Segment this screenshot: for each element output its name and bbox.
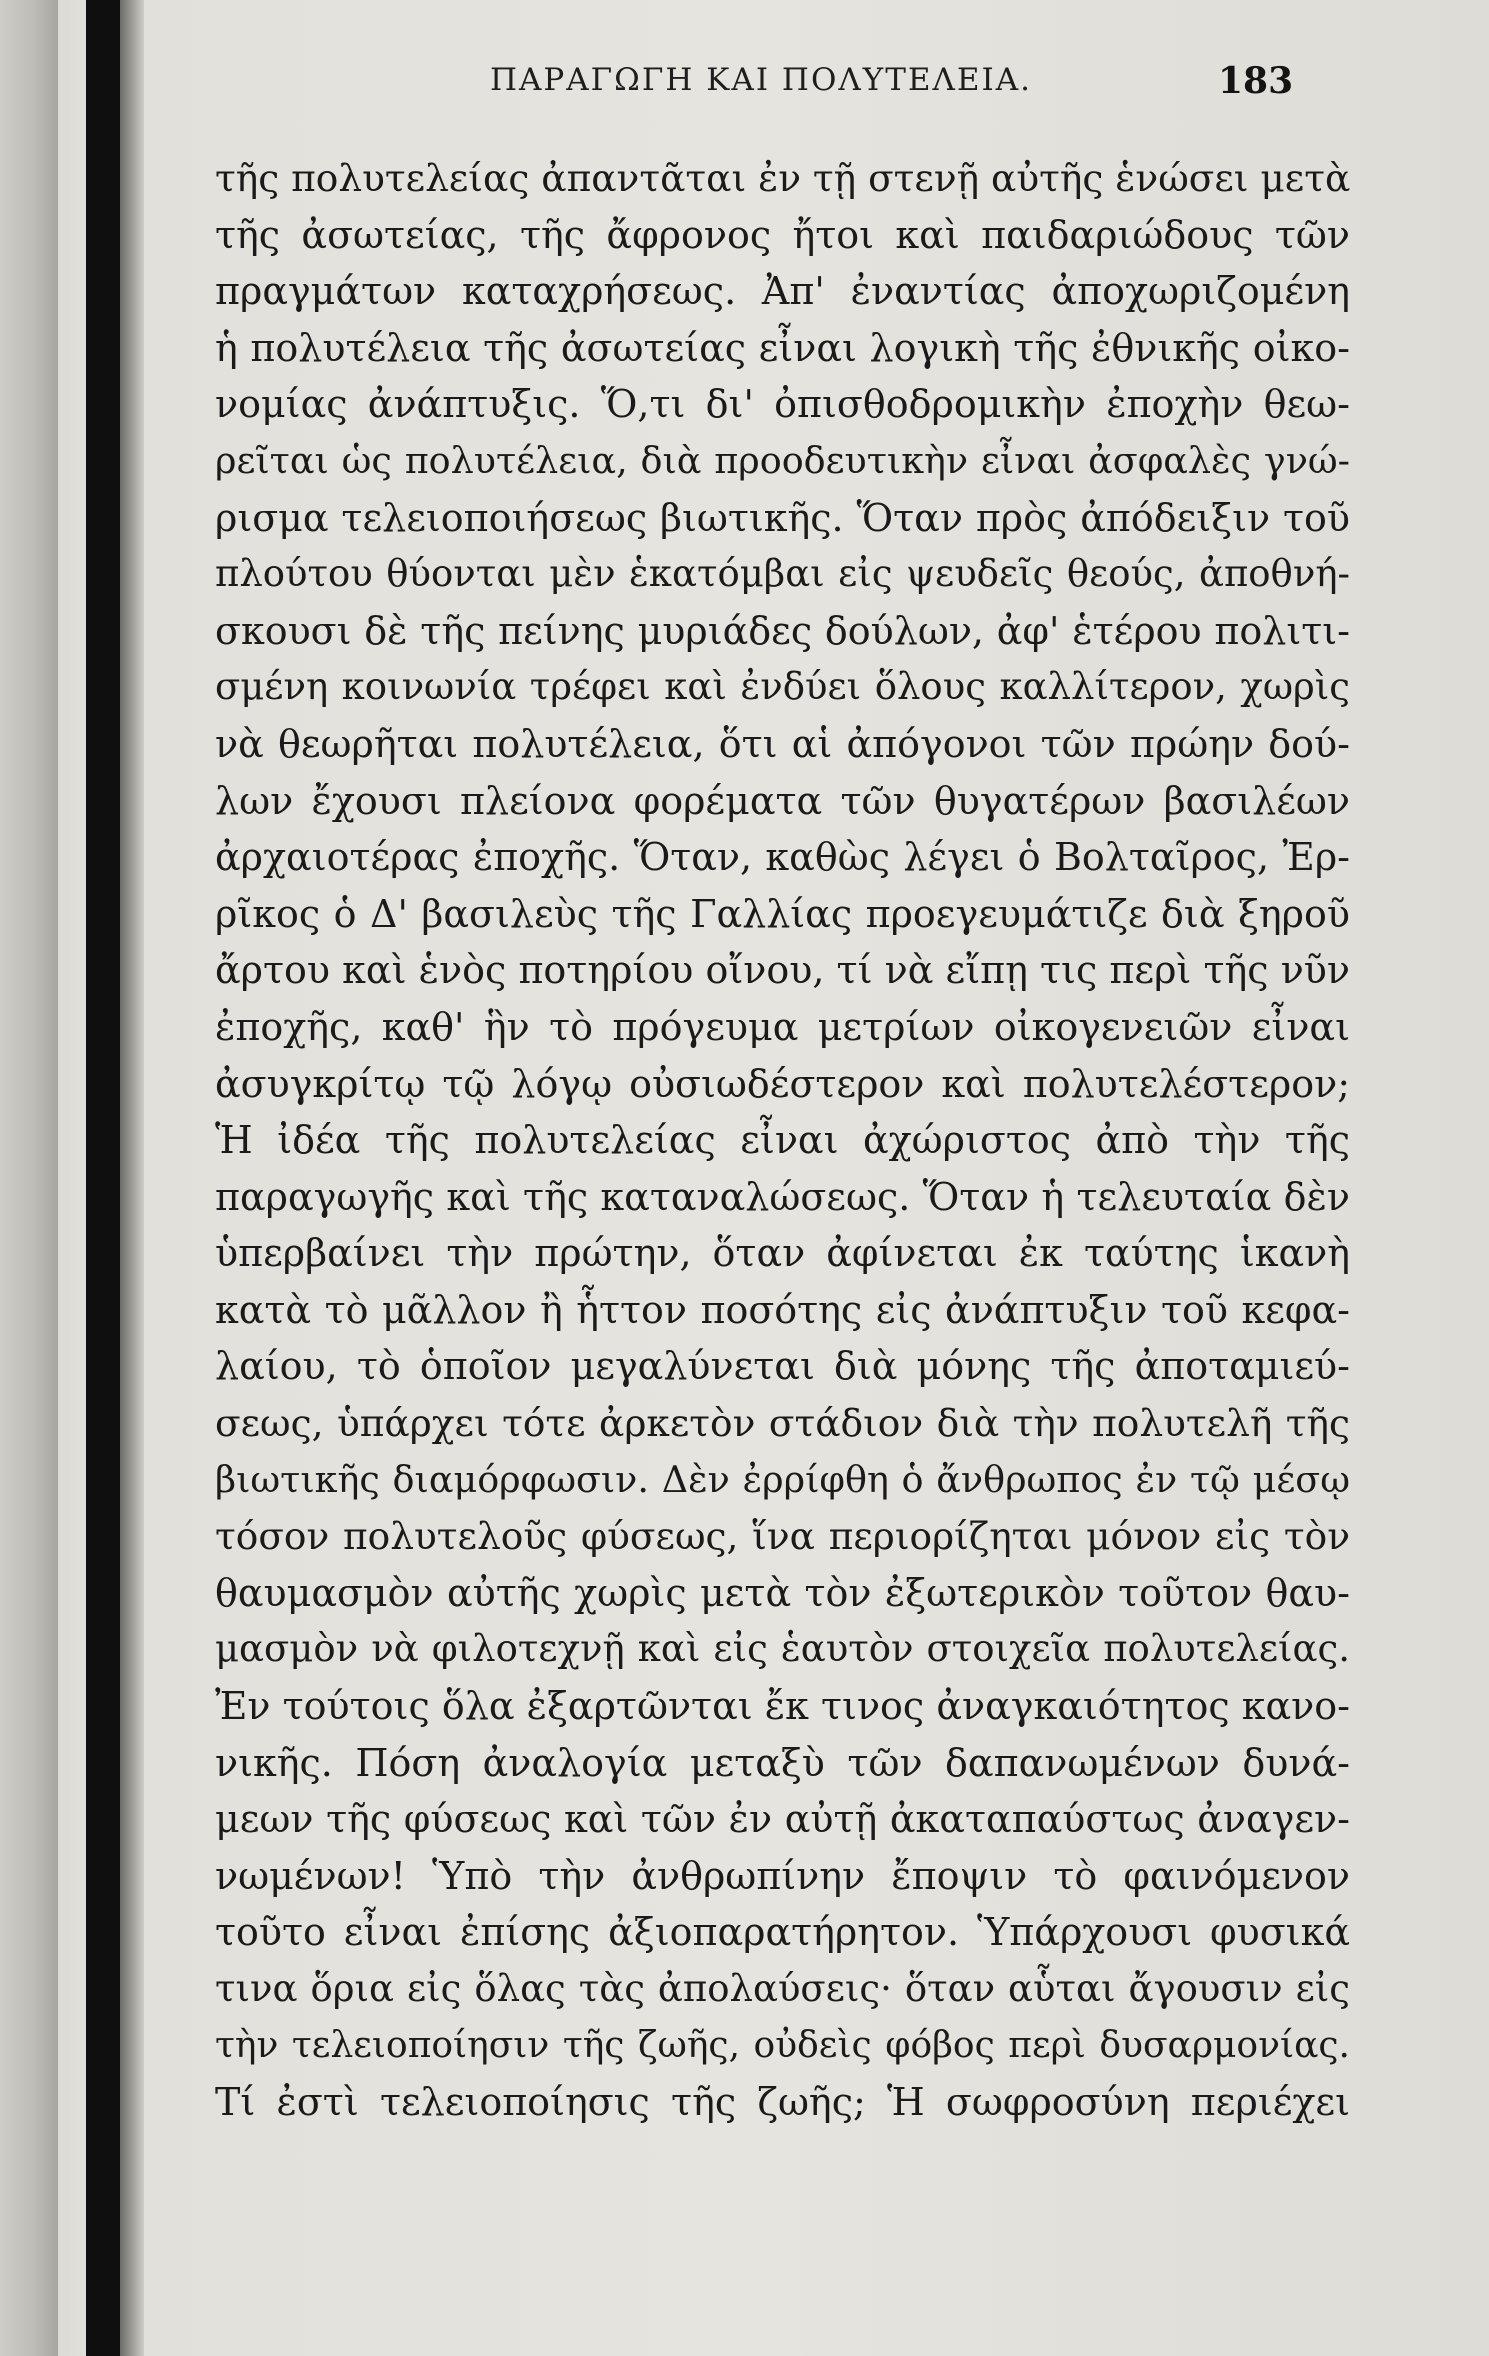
book-spine-shadow: [86, 0, 120, 2356]
text-line: παραγωγῆς καὶ τῆς καταναλώσεως. Ὅταν ἡ τελευταία δὲν: [215, 1174, 1350, 1219]
page-fold-shadow: [120, 0, 144, 2356]
text-line: Ἐν τούτοις ὅλα ἐξαρτῶνται ἔκ τινος ἀναγκαιότητος κανο-: [215, 1684, 1350, 1729]
text-line: βιωτικῆς διαμόρφωσιν. Δὲν ἐρρίφθη ὁ ἄνθρωπος ἐν τῷ μέσῳ: [215, 1457, 1350, 1501]
text-line: σκουσι δὲ τῆς πείνης μυριάδες δούλων, ἀφ' ἑτέρου πολιτι-: [215, 608, 1350, 653]
text-line: λων ἔχουσι πλείονα φορέματα τῶν θυγατέρων βασιλέων: [215, 778, 1350, 823]
text-line: πλούτου θύονται μὲν ἑκατόμβαι εἰς ψευδεῖς θεούς, ἀποθνή-: [215, 552, 1350, 596]
book-gutter: [0, 0, 58, 2356]
running-header: ΠΑΡΑΓΩΓΗ ΚΑΙ ΠΟΛΥΤΕΛΕΙΑ.: [490, 62, 1033, 98]
text-line: τῆς ἀσωτείας, τῆς ἄφρονος ἤτοι καὶ παιδαριώδους τῶν: [215, 212, 1350, 257]
text-line: ἡ πολυτέλεια τῆς ἀσωτείας εἶναι λογικὴ τῆς ἐθνικῆς οἰκο-: [215, 325, 1350, 370]
text-line: πραγμάτων καταχρήσεως. Ἀπ' ἐναντίας ἀποχωριζομένη: [215, 269, 1350, 314]
paragraph-start-line: Ἡ ἰδέα τῆς πολυτελείας εἶναι ἀχώριστος ἀπὸ τὴν τῆς: [215, 1118, 1350, 1163]
text-line: σεως, ὑπάρχει τότε ἀρκετὸν στάδιον διὰ τὴν πολυτελῆ τῆς: [215, 1401, 1350, 1446]
text-line: θαυμασμὸν αὐτῆς χωρὶς μετὰ τὸν ἐξωτερικὸν τοῦτον θαυ-: [215, 1570, 1350, 1615]
text-line: τόσον πολυτελοῦς φύσεως, ἵνα περιορίζηται μόνον εἰς τὸν: [215, 1514, 1350, 1559]
text-line: νωμένων! Ὑπὸ τὴν ἀνθρωπίνην ἔποψιν τὸ φαινόμενον: [215, 1853, 1350, 1898]
page-number: 183: [1218, 60, 1294, 102]
text-line: ἄρτου καὶ ἑνὸς ποτηρίου οἴνου, τί νὰ εἴπῃ τις περὶ τῆς νῦν: [215, 948, 1350, 993]
text-line: νομίας ἀνάπτυξις. Ὅ,τι δι' ὀπισθοδρομικὴν ἐποχὴν θεω-: [215, 382, 1350, 427]
text-line: ἀσυγκρίτῳ τῷ λόγῳ οὐσιωδέστερον καὶ πολυτελέστερον;: [215, 1061, 1350, 1106]
text-line: τὴν τελειοποίησιν τῆς ζωῆς, οὐδεὶς φόβος περὶ δυσαρμονίας.: [215, 2024, 1350, 2066]
text-line: ρῖκος ὁ Δ' βασιλεὺς τῆς Γαλλίας προεγευμάτιζε διὰ ξηροῦ: [215, 891, 1350, 936]
text-line: νικῆς. Πόση ἀναλογία μεταξὺ τῶν δαπανωμένων δυνά-: [215, 1740, 1350, 1785]
text-line: τοῦτο εἶναι ἐπίσης ἀξιοπαρατήρητον. Ὑπάρχουσι φυσικά: [215, 1910, 1350, 1955]
text-line: ἐποχῆς, καθ' ἣν τὸ πρόγευμα μετρίων οἰκογενειῶν εἶναι: [215, 1004, 1350, 1049]
text-line: ρισμα τελειοποιήσεως βιωτικῆς. Ὅταν πρὸς ἀπόδειξιν τοῦ: [215, 495, 1350, 540]
text-line: τινα ὅρια εἰς ὅλας τὰς ἀπολαύσεις· ὅταν αὗται ἄγουσιν εἰς: [215, 1967, 1350, 2010]
text-line: τῆς πολυτελείας ἀπαντᾶται ἐν τῇ στενῇ αὐτῆς ἑνώσει μετὰ: [215, 156, 1351, 200]
text-line: ρεῖται ὡς πολυτέλεια, διὰ προοδευτικὴν εἶναι ἀσφαλὲς γνώ-: [215, 438, 1350, 482]
text-line: ὑπερβαίνει τὴν πρώτην, ὅταν ἀφίνεται ἐκ ταύτης ἱκανὴ: [215, 1231, 1350, 1276]
text-line: ἀρχαιοτέρας ἐποχῆς. Ὅταν, καθὼς λέγει ὁ Βολταῖρος, Ἐρ-: [215, 835, 1350, 880]
text-line: σμένη κοινωνία τρέφει καὶ ἐνδύει ὅλους καλλίτερον, χωρὶς: [215, 665, 1350, 709]
text-line: Τί ἐστὶ τελειοποίησις τῆς ζωῆς; Ἡ σωφροσύνη περιέχει: [215, 2080, 1350, 2125]
text-line: λαίου, τὸ ὁποῖον μεγαλύνεται διὰ μόνης τῆς ἀποταμιεύ-: [215, 1344, 1350, 1389]
text-line: μασμὸν νὰ φιλοτεχνῇ καὶ εἰς ἑαυτὸν στοιχεῖα πολυτελείας.: [215, 1627, 1350, 1671]
text-line: κατὰ τὸ μᾶλλον ἢ ἧττον ποσότης εἰς ἀνάπτυξιν τοῦ κεφα-: [215, 1287, 1350, 1332]
text-line: μεων τῆς φύσεως καὶ τῶν ἐν αὐτῇ ἀκαταπαύστως ἀναγεν-: [215, 1797, 1350, 1842]
text-line: νὰ θεωρῆται πολυτέλεια, ὅτι αἱ ἀπόγονοι τῶν πρώην δού-: [215, 721, 1350, 766]
body-text: [215, 150, 1350, 2131]
